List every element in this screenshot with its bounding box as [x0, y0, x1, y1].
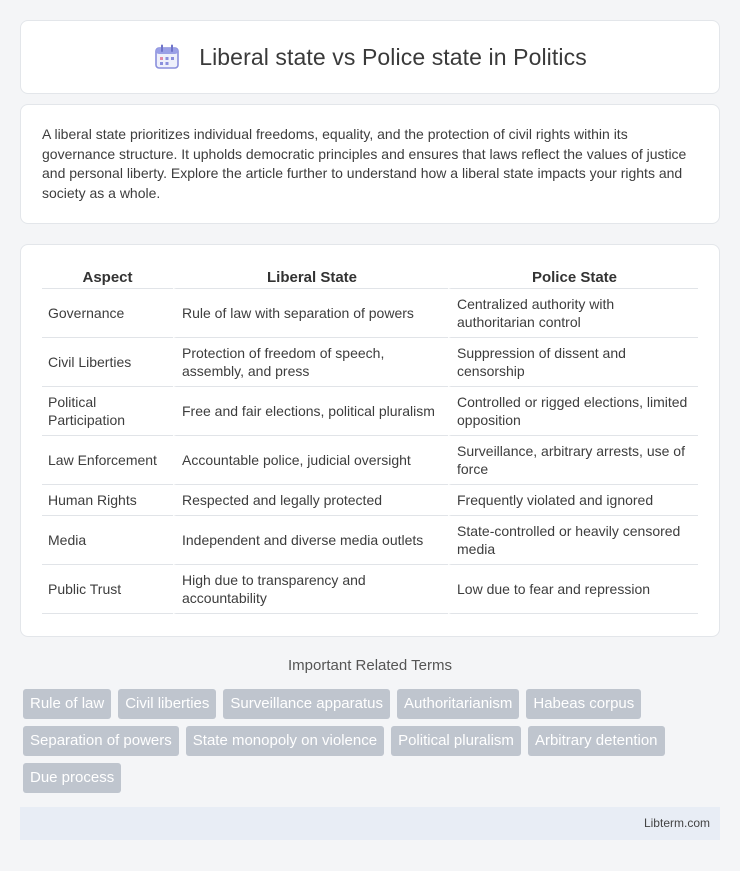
table-cell: Low due to fear and repression [448, 565, 698, 614]
table-header-row [42, 265, 698, 289]
table-cell: Public Trust [42, 565, 173, 614]
related-terms-title: Important Related Terms [288, 657, 452, 674]
related-term-tag[interactable]: Authoritarianism [397, 689, 519, 719]
table-cell: High due to transparency and accountability [173, 565, 448, 614]
intro-card [20, 104, 720, 224]
table-cell: Frequently violated and ignored [448, 485, 698, 516]
table-row [42, 289, 698, 338]
table-row [42, 387, 698, 436]
table-cell: Respected and legally protected [173, 485, 448, 516]
table-row [42, 516, 698, 565]
table-cell: Civil Liberties [42, 338, 173, 387]
column-header: Police State [448, 265, 698, 289]
table-cell: Protection of freedom of speech, assembly, and press [173, 338, 448, 387]
table-cell: Human Rights [42, 485, 173, 516]
related-term-tag[interactable]: Political pluralism [391, 726, 521, 756]
related-term-tag[interactable]: Separation of powers [23, 726, 179, 756]
table-cell: Independent and diverse media outlets [173, 516, 448, 565]
table-cell: Accountable police, judicial oversight [173, 436, 448, 485]
table-cell: Surveillance, arbitrary arrests, use of force [448, 436, 698, 485]
related-terms-list [23, 689, 723, 793]
table-row [42, 338, 698, 387]
table-cell: Governance [42, 289, 173, 338]
table-cell: State-controlled or heavily censored media [448, 516, 698, 565]
related-term-tag[interactable]: Surveillance apparatus [223, 689, 390, 719]
related-term-tag[interactable]: Due process [23, 763, 121, 793]
footer [20, 807, 720, 840]
footer-site-link[interactable]: Libterm.com [643, 816, 710, 830]
related-term-tag[interactable]: Arbitrary detention [528, 726, 665, 756]
table-cell: Political Participation [42, 387, 173, 436]
related-term-tag[interactable]: Rule of law [23, 689, 111, 719]
comparison-table-card [20, 244, 720, 637]
comparison-table [42, 265, 698, 614]
table-row [42, 436, 698, 485]
table-cell: Suppression of dissent and censorship [448, 338, 698, 387]
table-cell: Free and fair elections, political pluralism [173, 387, 448, 436]
related-term-tag[interactable]: State monopoly on violence [186, 726, 384, 756]
table-cell: Centralized authority with authoritarian control [448, 289, 698, 338]
table-cell: Controlled or rigged elections, limited opposition [448, 387, 698, 436]
table-cell: Rule of law with separation of powers [173, 289, 448, 338]
related-term-tag[interactable]: Civil liberties [118, 689, 216, 719]
table-cell: Media [42, 516, 173, 565]
related-term-tag[interactable]: Habeas corpus [526, 689, 641, 719]
header-card [20, 20, 720, 94]
page-title: Liberal state vs Police state in Politics [199, 43, 587, 70]
column-header: Aspect [42, 265, 173, 289]
column-header: Liberal State [173, 265, 448, 289]
table-row [42, 565, 698, 614]
table-cell: Law Enforcement [42, 436, 173, 485]
table-row [42, 485, 698, 516]
calendar-icon [153, 43, 181, 71]
intro-text: A liberal state prioritizes individual freedoms, equality, and the protection of civil rights within its governance structure. It upholds democratic principles and ensures that laws reflect the values of justice and personal liberty. Explore the article further to understand how a liberal state impacts your rights and society as a whole. [42, 126, 687, 201]
